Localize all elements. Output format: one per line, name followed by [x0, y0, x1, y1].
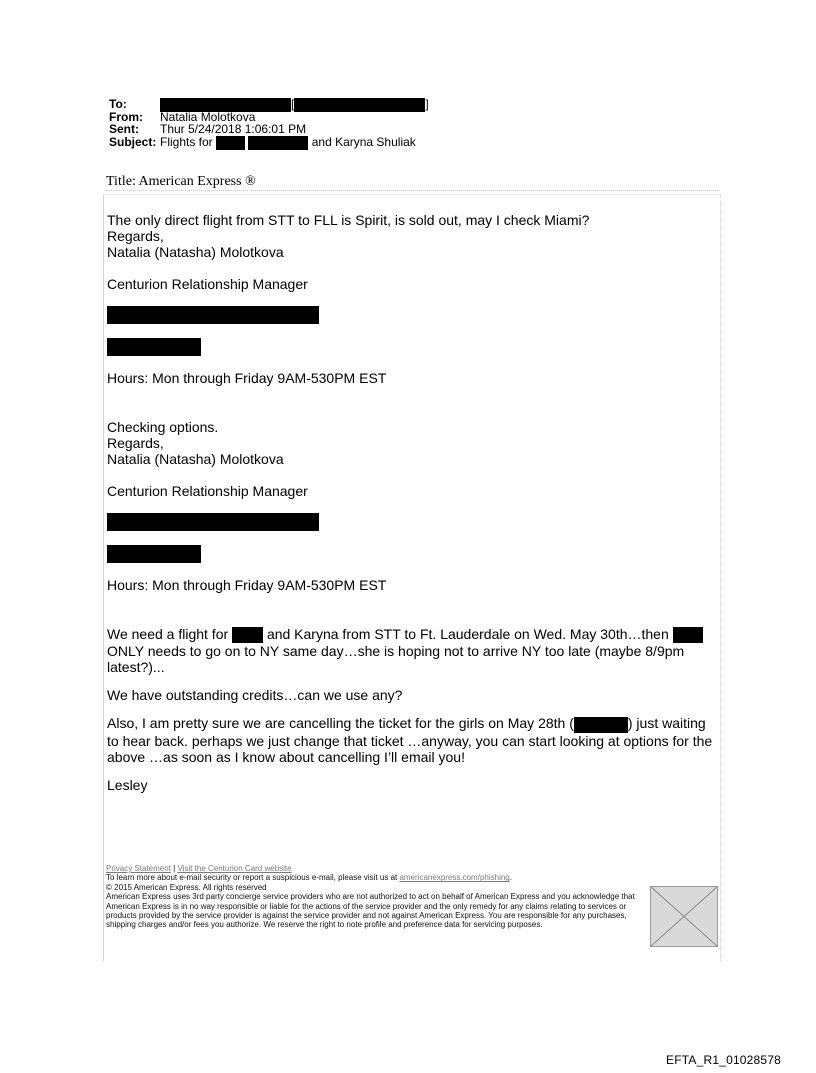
disclaimer: American Express uses 3rd party concierge service providers who are not authorized to act on behalf of American Express and you acknowledge that American Express is in no way responsible or liable for the actions of the service provider and the only remedy for any claims relating to services or products provided by the service provider is against the service provider and not against American Express. You are responsible for any purchases, shipping charges and/or fees you authorize. We reserve the right to note profile and preference data for servicing purposes.	[106, 892, 635, 930]
reply1-role: Centurion Relationship Manager	[107, 276, 308, 292]
from-label: From:	[109, 109, 143, 124]
image-placeholder-icon	[651, 887, 717, 946]
security-text: To learn more about e-mail security or report a suspicious e-mail, please visit us at	[106, 873, 398, 883]
p1-part-c: ONLY needs to go on to NY same day…she is hoping not to arrive NY too late (maybe 8/9pm latest?)...	[107, 643, 685, 676]
reply1-text: The only direct flight from STT to FLL is Spirit, is sold out, may I check Miami?	[107, 212, 590, 228]
sent-value: Thur 5/24/2018 1:06:01 PM	[160, 122, 307, 136]
link-separator: |	[173, 864, 176, 873]
footer-links	[106, 864, 651, 873]
redaction-bar	[232, 627, 263, 643]
security-period: .	[509, 873, 512, 883]
phishing-link[interactable]: americanexpress.com/phishing	[399, 873, 510, 883]
reply2-name: Natalia (Natasha) Molotkova	[107, 451, 284, 467]
reply1-name: Natalia (Natasha) Molotkova	[107, 244, 284, 260]
redaction-bar	[216, 136, 245, 150]
redaction-bar	[248, 136, 308, 150]
redaction-bar	[107, 513, 319, 531]
p1-part-b: and Karyna from STT to Ft. Lauderdale on Wed. May 30th…then	[266, 626, 669, 642]
broken-image-placeholder	[650, 886, 718, 947]
subject-label: Subject:	[109, 134, 157, 149]
subject-suffix: and Karyna Shuliak	[311, 134, 416, 149]
reply2-hours: Hours: Mon through Friday 9AM-530PM EST	[107, 577, 387, 593]
security-notice	[106, 873, 651, 882]
redaction-bar	[107, 338, 201, 356]
redaction-bar	[574, 717, 628, 733]
p1-part-a: We need a flight for	[107, 626, 229, 642]
redaction-bar	[107, 306, 319, 324]
reply2-regards: Regards,	[107, 435, 164, 451]
p3-part-b: ) just waiting to hear back. perhaps we just change that ticket …anyway, you can start looking at options for the above …as soon as I know about cancelling I’ll email you!	[107, 715, 713, 765]
original-paragraph-3	[107, 715, 717, 764]
page-title: Title: American Express ®	[106, 174, 256, 189]
reply1-hours: Hours: Mon through Friday 9AM-530PM EST	[107, 370, 387, 386]
to-bracket-open: [	[291, 97, 295, 112]
original-paragraph-1	[107, 626, 717, 675]
title-divider	[106, 190, 720, 191]
privacy-statement-link[interactable]: Privacy Statement	[106, 864, 171, 873]
signoff: Lesley	[107, 776, 148, 793]
subject-value	[160, 136, 416, 150]
p3-part-a: Also, I am pretty sure we are cancelling the ticket for the girls on May 28th (	[107, 715, 574, 732]
subject-prefix: Flights for	[160, 134, 213, 149]
reply2-text: Checking options.	[107, 419, 219, 435]
visit-centurion-link[interactable]: Visit the Centurion Card website	[177, 864, 292, 873]
copyright: © 2015 American Express. All rights reserved	[106, 882, 267, 892]
sent-label: Sent:	[109, 122, 139, 136]
reply1-regards: Regards,	[107, 228, 164, 244]
redaction-bar	[107, 545, 201, 563]
redaction-bar	[673, 627, 703, 643]
message-body	[107, 212, 717, 793]
to-bracket-close: ]	[425, 97, 429, 112]
email-footer	[106, 864, 651, 930]
redaction-bar	[294, 98, 425, 112]
to-label: To:	[109, 97, 127, 111]
original-paragraph-2: We have outstanding credits…can we use any?	[107, 687, 403, 704]
reply2-role: Centurion Relationship Manager	[107, 483, 308, 499]
document-id: EFTA_R1_01028578	[666, 1053, 782, 1067]
from-value: Natalia Molotkova	[160, 109, 256, 124]
